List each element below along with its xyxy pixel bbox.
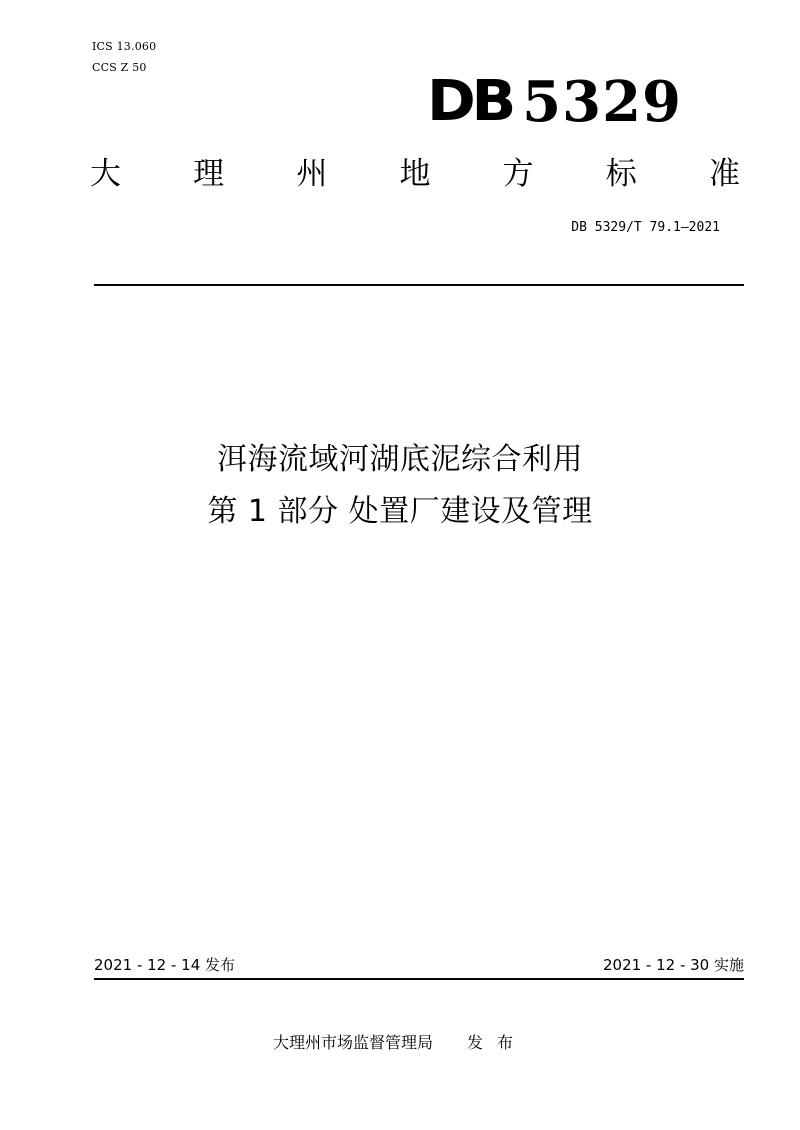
db-code-logo [426, 66, 682, 135]
db-prefix: DB [426, 69, 513, 134]
standard-kind-char: 大 [90, 156, 121, 192]
implementation-date: 2021 - 12 - 30 实施 [602, 956, 744, 974]
standard-kind-char: 理 [193, 156, 225, 192]
document-title [0, 434, 800, 538]
title-line-1: 洱海流域河湖底泥综合利用 [217, 442, 583, 477]
ccs-code: CCS Z 50 [92, 61, 147, 74]
issuer-name: 大理州市场监督管理局 [272, 1033, 433, 1052]
standard-kind-char: 方 [502, 156, 534, 192]
issuer-line [0, 1032, 800, 1054]
issuer-action: 发布 [467, 1033, 528, 1052]
issue-date: 2021 - 12 - 14 发布 [94, 956, 236, 974]
top-divider [94, 284, 744, 286]
standard-kind-char: 标 [605, 156, 637, 192]
bottom-divider [94, 978, 744, 980]
standard-kind-char: 州 [296, 156, 328, 192]
db-region-number: 5329 [522, 69, 682, 135]
ics-code: ICS 13.060 [92, 40, 157, 53]
standard-kind-heading [90, 154, 740, 194]
standard-number: DB 5329/T 79.1—2021 [571, 220, 720, 235]
standard-kind-char: 地 [399, 156, 431, 192]
title-line-2: 第 1 部分 处置厂建设及管理 [207, 494, 593, 529]
standard-kind-char: 准 [708, 156, 740, 192]
